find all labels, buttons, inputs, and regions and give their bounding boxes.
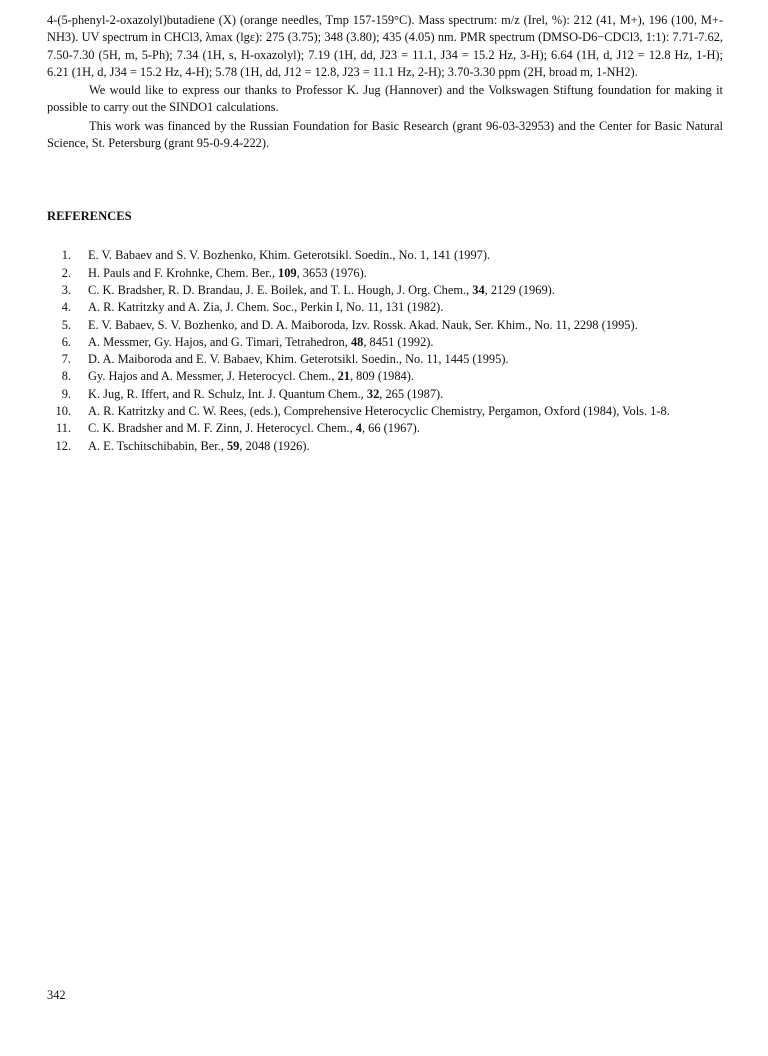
reference-item (47, 282, 723, 299)
reference-volume: 48 (350, 334, 364, 349)
reference-citation: E. V. Babaev, S. V. Bozhenko, and D. A. Maiboroda, Izv. Rossk. Akad. Nauk, Ser. Khim., No. 11, 2298 (1995). (88, 317, 638, 332)
reference-number: 10. (55, 404, 71, 419)
reference-text (88, 351, 723, 368)
reference-item (47, 265, 723, 282)
reference-volume: 59 (226, 438, 240, 453)
reference-citation: A. E. Tschitschibabin, Ber., (88, 438, 227, 453)
reference-volume: 109 (278, 265, 297, 280)
reference-number: 5. (61, 317, 71, 332)
reference-text (88, 265, 723, 282)
reference-number: 12. (55, 438, 71, 453)
reference-citation: D. A. Maiboroda and E. V. Babaev, Khim. Geterotsikl. Soedin., No. 11, 1445 (1995). (88, 352, 509, 367)
reference-text (88, 299, 723, 316)
reference-number: 7. (61, 352, 71, 367)
reference-item (47, 334, 723, 351)
reference-pages-year: , 2048 (1926). (239, 438, 310, 453)
reference-citation: A. Messmer, Gy. Hajos, and G. Timari, Tetrahedron, (88, 334, 351, 349)
reference-item (47, 247, 723, 264)
reference-volume: 21 (337, 369, 350, 384)
reference-pages-year: , 66 (1967). (361, 421, 420, 436)
reference-pages-year: , 809 (1984). (349, 369, 414, 384)
reference-number: 2. (61, 265, 71, 280)
reference-citation: A. R. Katritzky and C. W. Rees, (eds.), Comprehensive Heterocyclic Chemistry, Pergamon, Oxford (1984), Vols. 1-8. (88, 404, 670, 419)
reference-pages-year: , 3653 (1976). (296, 265, 367, 280)
reference-text (88, 334, 723, 351)
reference-citation: K. Jug, R. Iffert, and R. Schulz, Int. J. Quantum Chem., (88, 386, 367, 401)
references-heading: REFERENCES (47, 209, 132, 224)
reference-text (88, 438, 723, 455)
references-list (47, 247, 723, 455)
reference-citation: C. K. Bradsher and M. F. Zinn, J. Heterocycl. Chem., (88, 421, 356, 436)
reference-text (88, 420, 723, 437)
funding-paragraph: This work was financed by the Russian Foundation for Basic Research (grant 96-03-32953) and the Center for Basic Natural Science, St. Petersburg (grant 95-0-9.4-222). (47, 118, 723, 151)
reference-number: 3. (61, 282, 71, 297)
reference-citation: A. R. Katritzky and A. Zia, J. Chem. Soc., Perkin I, No. 11, 131 (1982). (88, 300, 444, 315)
reference-volume: 32 (366, 386, 380, 401)
reference-item (47, 420, 723, 437)
reference-item (47, 299, 723, 316)
reference-citation: E. V. Babaev and S. V. Bozhenko, Khim. Geterotsikl. Soedin., No. 1, 141 (1997). (88, 248, 491, 263)
reference-text (88, 247, 723, 264)
reference-item (47, 438, 723, 455)
reference-text (88, 282, 723, 299)
reference-citation: H. Pauls and F. Krohnke, Chem. Ber., (88, 265, 279, 280)
reference-number: 4. (61, 300, 71, 315)
reference-number: 11. (55, 421, 71, 436)
reference-item (47, 403, 723, 420)
reference-number: 1. (61, 248, 71, 263)
reference-text (88, 403, 723, 420)
reference-item (47, 351, 723, 368)
reference-pages-year: , 265 (1987). (379, 386, 444, 401)
reference-number: 9. (61, 386, 71, 401)
reference-text (88, 368, 723, 385)
reference-item (47, 368, 723, 385)
reference-citation: C. K. Bradsher, R. D. Brandau, J. E. Boilek, and T. L. Hough, J. Org. Chem., (88, 282, 473, 297)
reference-text (88, 317, 723, 334)
acknowledgement-paragraph: We would like to express our thanks to Professor K. Jug (Hannover) and the Volkswagen Stiftung foundation for making it possible to carry out the SINDO1 calculations. (47, 83, 723, 115)
reference-number: 8. (61, 369, 71, 384)
reference-number: 6. (61, 334, 71, 349)
reference-pages-year: , 8451 (1992). (363, 334, 434, 349)
reference-volume: 34 (472, 282, 485, 297)
reference-item (47, 386, 723, 403)
compound-description-paragraph: 4-(5-phenyl-2-oxazolyl)butadiene (X) (orange needles, Tmp 157-159°C). Mass spectrum: m/z (Irel, %): 212 (41, M+), 196 (100, M+-NH3). UV spectrum in CHCl3, λmax (lgε): 275 (3.75); 348 (3.80); 435 (4.05) nm. PMR spectrum (DMSO-D6−CDCl3, 1:1): 7.71-7.62, 7.50-7.30 (5H, m, 5-Ph); 7.34 (1H, s, H-oxazolyl); 7.19 (1H, dd, J23 = 11.1, J34 = 15.2 Hz, 3-H); 6.64 (1H, d, J12 = 12.8 Hz, 1-H); 6.21 (1H, d, J34 = 15.2 Hz, 4-H); 5.78 (1H, dd, J12 = 12.8, J23 = 11.1 Hz, 2-H); 3.70-3.30 ppm (2H, broad m, 1-NH2). (47, 13, 723, 79)
reference-citation: Gy. Hajos and A. Messmer, J. Heterocycl. Chem., (88, 369, 338, 384)
page-number: 342 (47, 988, 66, 1002)
reference-volume: 4 (355, 421, 362, 436)
reference-pages-year: , 2129 (1969). (484, 282, 555, 297)
page-content (47, 12, 723, 455)
reference-item (47, 317, 723, 334)
reference-text (88, 386, 723, 403)
